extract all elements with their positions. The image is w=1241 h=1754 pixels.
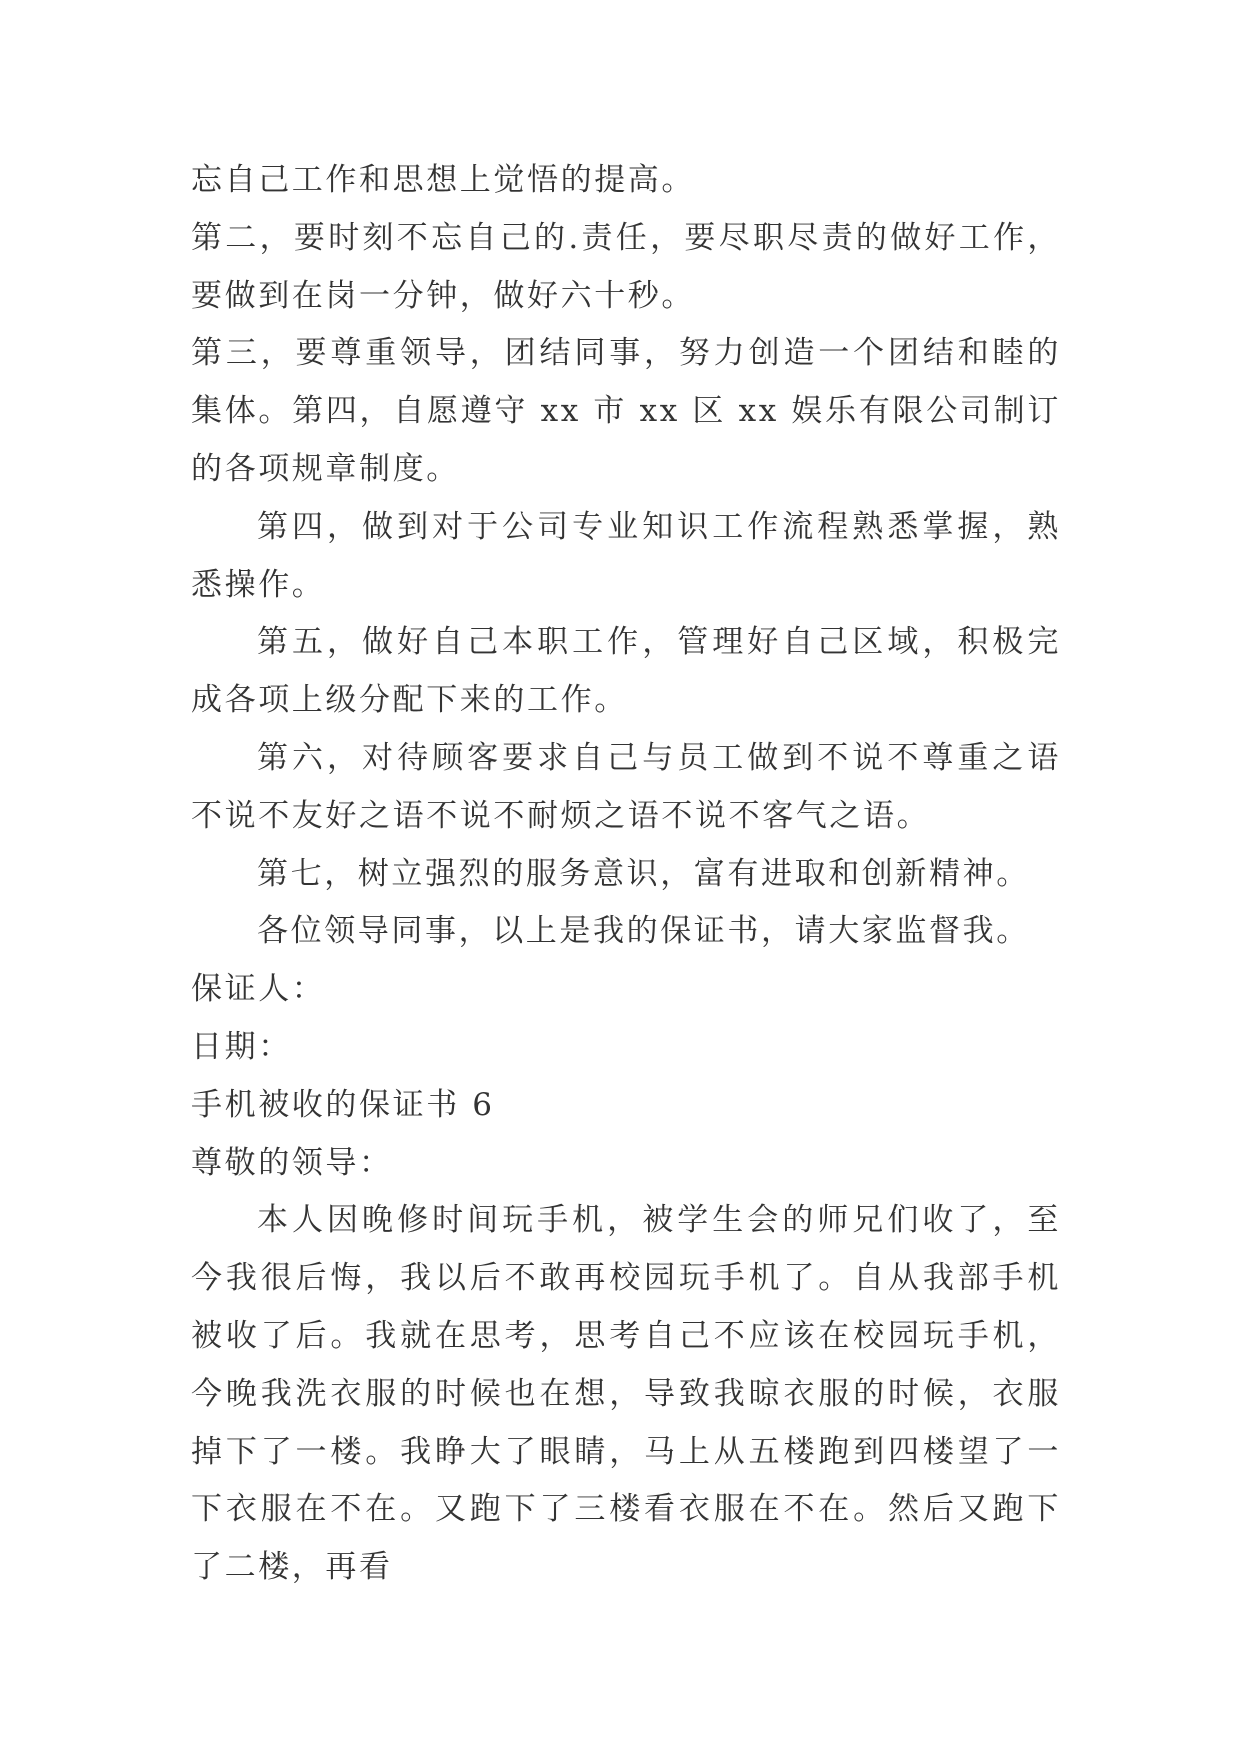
paragraph-continued-reflection: 忘自己工作和思想上觉悟的提高。 — [191, 162, 695, 198]
paragraph-fourth-point: 第四，做到对于公司专业知识工作流程熟悉掌握，熟悉操作。 — [191, 508, 1061, 603]
paragraph-closing: 各位领导同事，以上是我的保证书，请大家监督我。 — [257, 913, 1030, 950]
paragraph-second-point: 第二，要时刻不忘自己的.责任，要尽职尽责的做好工作，要做到在岗一分钟，做好六十秒。 — [191, 219, 1061, 314]
paragraph-fifth-point: 第五，做好自己本职工作，管理好自己区域，积极完成各项上级分配下来的工作。 — [191, 624, 1061, 719]
guarantor-label: 保证人： — [191, 971, 326, 1008]
section-title: 手机被收的保证书 6 — [191, 1086, 495, 1123]
paragraph-sixth-point: 第六，对待顾客要求自己与员工做到不说不尊重之语不说不友好之语不说不耐烦之语不说不客气之语。 — [191, 739, 1061, 834]
salutation: 尊敬的领导： — [191, 1144, 393, 1181]
date-label: 日期： — [191, 1028, 292, 1065]
paragraph-seventh-point: 第七，树立强烈的服务意识，富有进取和创新精神。 — [257, 855, 1030, 892]
document-body — [191, 152, 1061, 1597]
paragraph-third-point: 第三，要尊重领导，团结同事，努力创造一个团结和睦的集体。第四，自愿遵守 xx 市 xx 区 xx 娱乐有限公司制订的各项规章制度。 — [191, 335, 1061, 487]
paragraph-phone-confiscated: 本人因晚修时间玩手机，被学生会的师兄们收了，至今我很后悔，我以后不敢再校园玩手机了。自从我部手机被收了后。我就在思考，思考自己不应该在校园玩手机，今晚我洗衣服的时候也在想，导致我晾衣服的时候，衣服掉下了一楼。我睁大了眼睛，马上从五楼跑到四楼望了一下衣服在不在。又跑下了三楼看衣服在不在。然后又跑下了二楼，再看 — [191, 1202, 1061, 1586]
